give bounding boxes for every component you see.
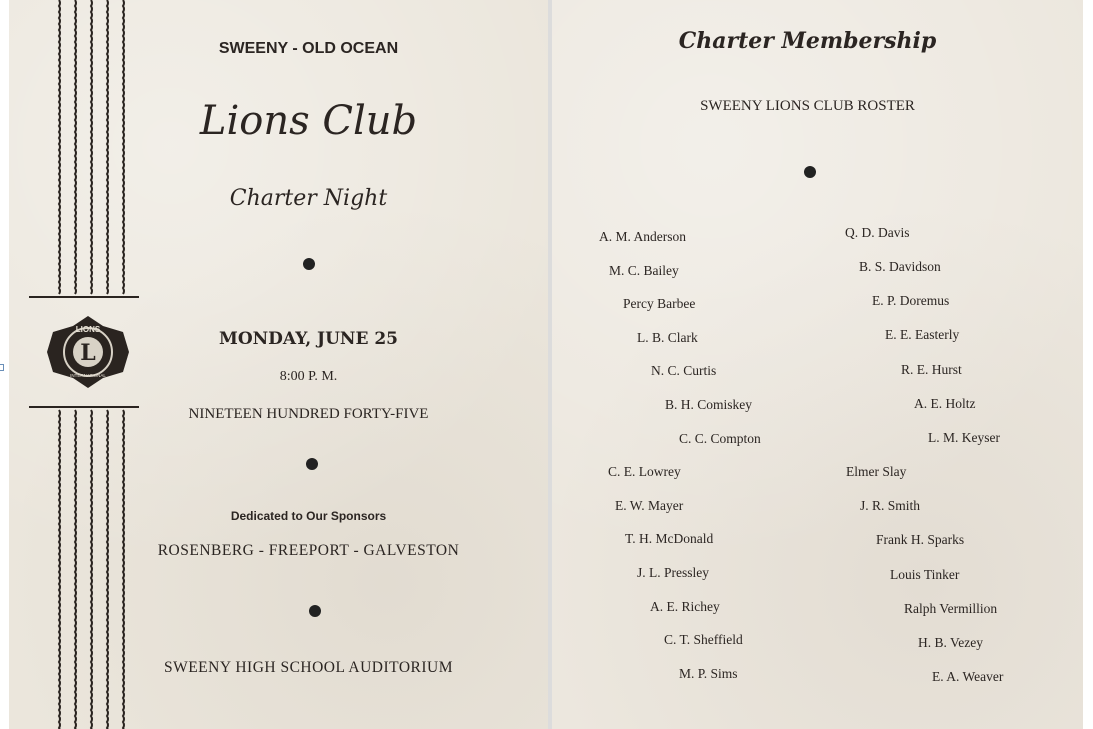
- member-name: Percy Barbee: [623, 296, 696, 312]
- member-name: N. C. Curtis: [651, 363, 717, 379]
- member-name: C. C. Compton: [679, 430, 761, 446]
- event-date: MONDAY, JUNE 25: [219, 329, 398, 349]
- member-name: C. T. Sheffield: [664, 632, 743, 648]
- member-name: M. C. Bailey: [609, 262, 679, 278]
- member-name: A. E. Richey: [650, 598, 720, 614]
- member-name: R. E. Hurst: [901, 361, 962, 377]
- venue-text: SWEENY HIGH SCHOOL AUDITORIUM: [163, 659, 454, 676]
- member-name: J. R. Smith: [860, 498, 921, 514]
- member-name: J. L. Pressley: [637, 565, 709, 580]
- member-name: T. H. McDonald: [625, 531, 714, 547]
- member-name: E. P. Doremus: [872, 293, 950, 309]
- member-name: A. M. Anderson: [599, 229, 686, 244]
- member-name: L. M. Keyser: [928, 429, 1000, 445]
- member-name: Elmer Slay: [846, 464, 907, 480]
- member-name: L. B. Clark: [637, 329, 698, 345]
- program-cover-page: [9, 0, 548, 729]
- membership-heading: Charter Membership: [678, 28, 937, 54]
- event-subtitle: Charter Night: [229, 186, 388, 211]
- member-name: Ralph Vermillion: [904, 600, 998, 616]
- member-name: Q. D. Davis: [845, 225, 910, 240]
- member-name: C. E. Lowrey: [608, 464, 681, 480]
- member-name: B. S. Davidson: [859, 259, 941, 275]
- member-name: A. E. Holtz: [914, 395, 976, 411]
- member-name: Louis Tinker: [890, 566, 960, 582]
- bullet-dot: [309, 605, 321, 617]
- member-name: B. H. Comiskey: [665, 397, 753, 412]
- bullet-dot: [804, 166, 816, 178]
- emblem-letter: L: [80, 340, 96, 366]
- emblem-bottom-text: INTERNATIONAL: [70, 373, 106, 378]
- event-year: NINETEEN HUNDRED FORTY-FIVE: [188, 406, 429, 422]
- dedication-text: Dedicated to Our Sponsors: [230, 509, 387, 523]
- event-time: 8:00 P. M.: [279, 369, 338, 384]
- member-name: Frank H. Sparks: [876, 532, 965, 548]
- member-name: E. A. Weaver: [932, 668, 1004, 684]
- club-title: Lions Club: [199, 98, 418, 144]
- member-name: M. P. Sims: [679, 665, 738, 681]
- roster-title: SWEENY LIONS CLUB ROSTER: [700, 98, 915, 114]
- charter-membership-page: [552, 0, 1083, 729]
- bullet-dot: [306, 458, 318, 470]
- selection-handle: [0, 364, 4, 371]
- member-name: E. W. Mayer: [615, 497, 684, 513]
- emblem-top-text: LIONS: [75, 325, 101, 334]
- member-name: H. B. Vezey: [918, 634, 983, 650]
- sponsors-list: ROSENBERG - FREEPORT - GALVESTON: [157, 542, 460, 559]
- bullet-dot: [303, 258, 315, 270]
- member-name: E. E. Easterly: [885, 327, 960, 343]
- club-heading: SWEENY - OLD OCEAN: [218, 40, 399, 57]
